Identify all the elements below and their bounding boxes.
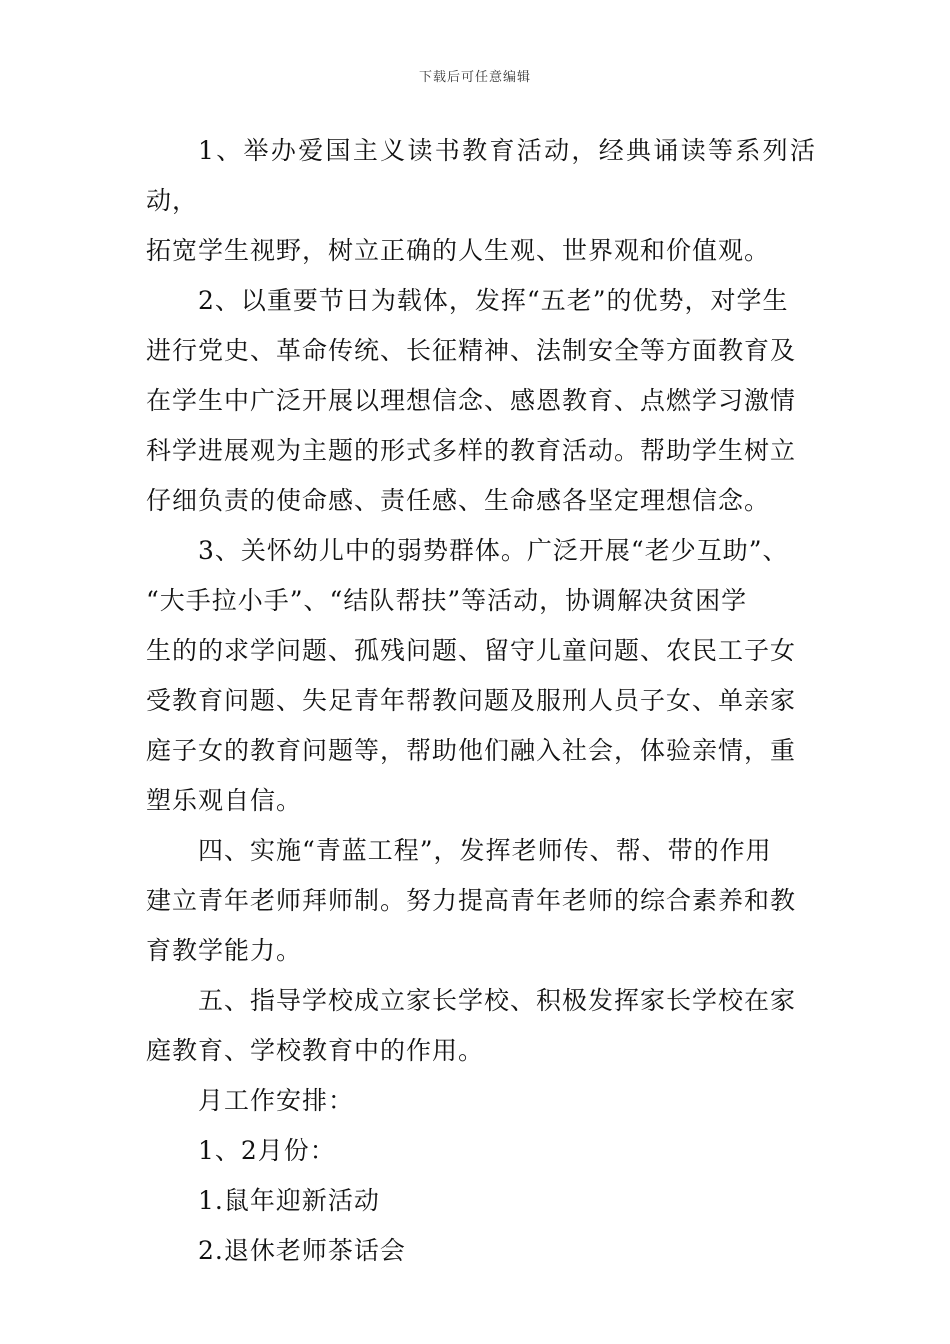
schedule-heading [146,1076,816,1126]
paragraph-line: 建立青年老师拜师制。努力提高青年老师的综合素养和教 [146,886,797,915]
document-body [146,126,816,1276]
page-header-note: 下载后可任意编辑 [418,70,531,85]
month-heading [146,1126,816,1176]
paragraph-line: 拓宽学生视野，树立正确的人生观、世界观和价值观。 [146,236,771,265]
paragraph-line: 生的的求学问题、孤残问题、留守儿童问题、农民工子女 [146,636,797,665]
paragraph-2 [146,276,816,526]
paragraph-line: 塑乐观自信。 [146,786,303,815]
paragraph-line: 1、2月份： [198,1136,336,1165]
paragraph-line: 1.鼠年迎新活动 [198,1186,380,1215]
paragraph-1 [146,126,816,276]
paragraph-line: 仔细负责的使命感、责任感、生命感各坚定理想信念。 [146,486,771,515]
paragraph-line: 科学进展观为主题的形式多样的教育活动。帮助学生树立 [146,436,797,465]
paragraph-5 [146,976,816,1076]
paragraph-line: 庭教育、学校教育中的作用。 [146,1036,485,1065]
paragraph-line: 庭子女的教育问题等，帮助他们融入社会，体验亲情，重 [146,736,797,765]
paragraph-line: 3、关怀幼儿中的弱势群体。广泛开展“老少互助”、 [198,536,789,565]
schedule-item-2 [146,1226,816,1276]
paragraph-line: 四、实施“青蓝工程”，发挥老师传、帮、带的作用 [198,836,772,865]
schedule-item-1 [146,1176,816,1226]
paragraph-3 [146,526,816,826]
paragraph-4 [146,826,816,976]
paragraph-line: 在学生中广泛开展以理想信念、感恩教育、点燃学习激情 [146,386,797,415]
paragraph-line: “大手拉小手”、“结队帮扶”等活动，协调解决贫困学 [146,586,748,615]
paragraph-line: 受教育问题、失足青年帮教问题及服刑人员子女、单亲家 [146,686,797,715]
paragraph-line: 育教学能力。 [146,936,303,965]
paragraph-line: 月工作安排： [198,1086,355,1115]
paragraph-line: 1、举办爱国主义读书教育活动，经典诵读等系列活动， [146,136,816,215]
paragraph-line: 进行党史、革命传统、长征精神、法制安全等方面教育及 [146,336,797,365]
paragraph-line: 2、以重要节日为载体，发挥“五老”的优势，对学生 [198,286,789,315]
paragraph-line: 五、指导学校成立家长学校、积极发挥家长学校在家 [198,986,797,1015]
paragraph-line: 2.退休老师茶话会 [198,1236,406,1265]
